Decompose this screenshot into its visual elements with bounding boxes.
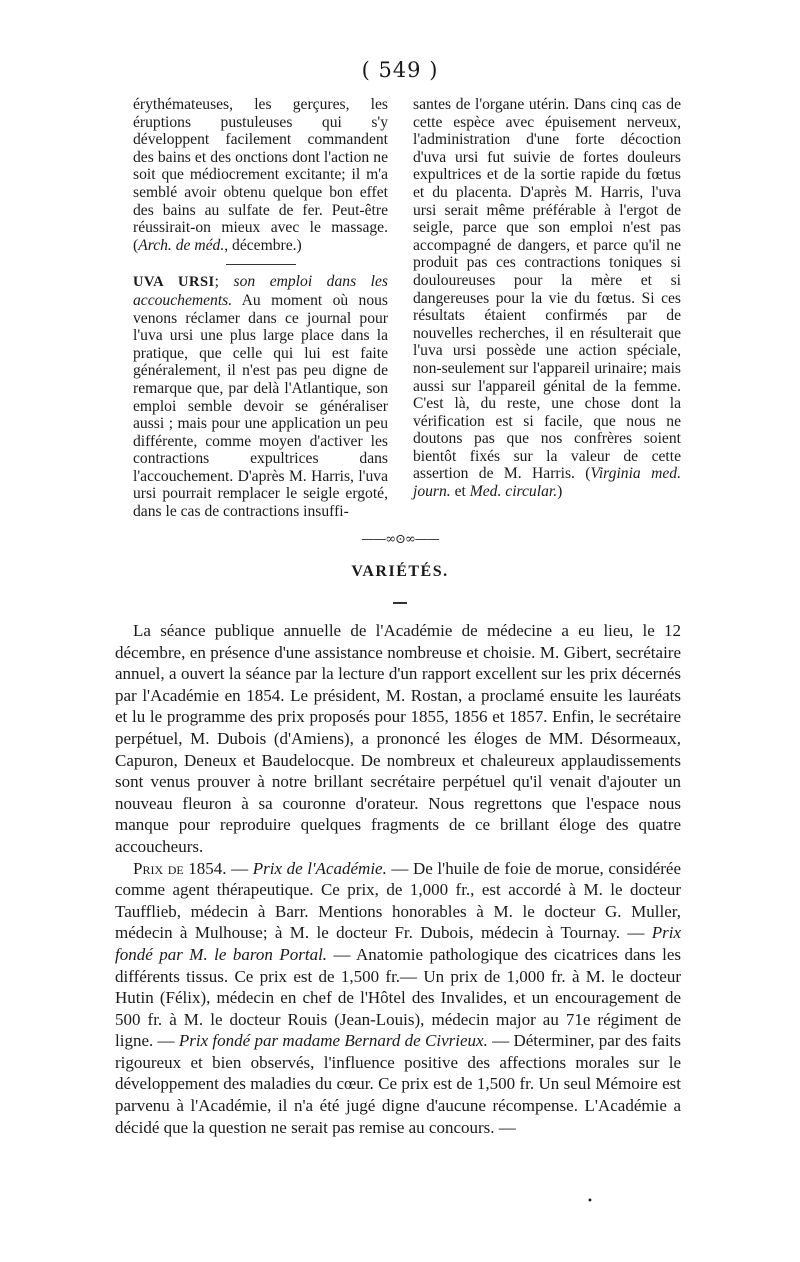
citation: Virginia med. journ. — [413, 465, 681, 501]
right-column — [413, 96, 681, 501]
text-run: — — [226, 858, 253, 878]
text-run: ) — [557, 483, 563, 501]
text-run: santes de l'organe utérin. Dans cinq cas de cette espèce avec épuisement nerveux, l'administration d'une forte décoction d'uva ursi fut suivie de fortes douleurs expultrices et de la sortie rapide du fœtus et du placenta. D'après M. Harris, l'uva ursi serait même préférable à l'ergot de seigle, parce que son emploi n'est pas accompagné de dangers, et parce qu'il ne produit pas ces contractions toniques si douloureuses pour la mère et si dangereuses pour la vie du fœtus. Si ces résultats étaient confirmés par de nouvelles recherches, il en résulterait que l'uva ursi possède une action spéciale, non-seulement sur l'appareil urinaire; mais aussi sur l'appareil génital de la femme. C'est là, du reste, une chose dont la vérification est si facile, que nous ne doutons pas que nos confrères soient bientôt fixés sur la valeur de cette assertion de M. Harris. ( — [413, 96, 681, 483]
citation: Arch. de méd. — [138, 236, 225, 254]
citation: Med. circular. — [469, 483, 558, 501]
divider — [226, 264, 296, 265]
paragraph-lead: Prix de 1854. — [133, 858, 227, 878]
article-headword: UVA URSI — [133, 274, 215, 291]
body-paragraph-2 — [115, 858, 681, 1139]
article-subtitle: son emploi dans les accouchements. — [133, 273, 388, 309]
left-paragraph-2 — [133, 273, 388, 520]
right-paragraph — [413, 96, 681, 501]
text-run: Au moment où nous venons réclamer dans ce journal pour l'uva ursi une plus large place dans la pratique, que celle qui lui est faite généralement, il n'est pas peu digne de remarque que, par delà l'Atlantique, son emploi semble devoir se généraliser aussi ; mais pour une application un peu différente, comme moyen d'activer les contractions expultrices dans l'accouchement. D'après M. Harris, l'uva ursi pourrait remplacer le seigle ergoté, dans le cas de contractions insuffi- — [133, 291, 388, 521]
left-column — [133, 96, 388, 521]
section-ornament: ——∞⊙∞—— — [361, 532, 439, 547]
left-paragraph-1 — [133, 96, 388, 254]
prize-name: Prix de l'Académie. — [252, 858, 387, 878]
text-run: ; — [214, 273, 234, 291]
body-paragraph-1: La séance publique annuelle de l'Académie de médecine a eu lieu, le 12 décembre, en présence d'une assistance nombreuse et choisie. M. Gibert, secrétaire annuel, a ouvert la séance par la lecture d'un rapport excellent sur les prix décernés par l'Académie en 1854. Le président, M. Rostan, a proclamé ensuite les lauréats et lu le programme des prix proposés pour 1855, 1856 et 1857. Enfin, le secrétaire perpétuel, M. Dubois (d'Amiens), a prononcé les éloges de MM. Désormeaux, Capuron, Deneux et Baudelocque. De nombreux et chaleureux applaudissements sont venus prouver à notre brillant secrétaire perpétuel qu'il venait d'ajouter un nouveau fleuron à sa couronne d'orateur. Nous regrettons que l'espace nous manque pour reproduire quelques fragments de ce brillant éloge des quatre accoucheurs. — [115, 621, 681, 856]
main-body — [115, 620, 681, 1138]
footer-mark: • — [587, 1196, 593, 1207]
text-run: et — [450, 483, 470, 501]
text-run: — De l'huile de foie de morue, considérée comme agent thérapeutique. Ce prix, de 1,000 fr., est accordé à M. le docteur Taufflieb, médecin à Barr. Mentions honorables à M. le docteur G. Muller, médecin à Mulhouse; à M. le docteur Fr. Dubois, médecin à Tournay. — — [115, 858, 682, 943]
text-run: — Anatomie pathologique des cicatrices dans les différents tissus. Ce prix est de 1,500 fr.— Un prix de 1,000 fr. à M. le docteur Hutin (Félix), médecin en chef de l'Hôtel des Invalides, et un encouragement de 500 fr. à M. le docteur Rouis (Jean-Louis), médecin major au 71e régiment de ligne. — — [115, 944, 681, 1051]
text-run: — Déterminer, par des faits rigoureux et bien observés, l'influence positive des affections morales sur le développement des maladies du cœur. Ce prix est de 1,500 fr. Un seul Mémoire est parvenu à l'Académie, il n'a été jugé digne d'aucune récompense. L'Académie a décidé que la question ne serait pas remise au concours. — — [115, 1031, 681, 1137]
text-run: , décembre.) — [224, 236, 302, 254]
prize-name: Prix fondé par madame Bernard de Civrieux. — [178, 1031, 488, 1051]
prize-name: Prix fondé par M. le baron Portal. — [115, 923, 681, 964]
text-run: érythémateuses, les gerçures, les éruptions pustuleuses qui s'y développent facilement commandent des bains et des onctions dont l'action ne soit que médiocrement excitante; il m'a semblé avoir obtenu quelque bon effet des bains au sulfate de fer. Peut-être réussirait-on mieux avec le massage. ( — [133, 96, 388, 254]
section-heading: VARIÉTÉS. — [351, 563, 449, 580]
page-number: ( 549 ) — [361, 58, 439, 82]
divider — [393, 602, 407, 604]
